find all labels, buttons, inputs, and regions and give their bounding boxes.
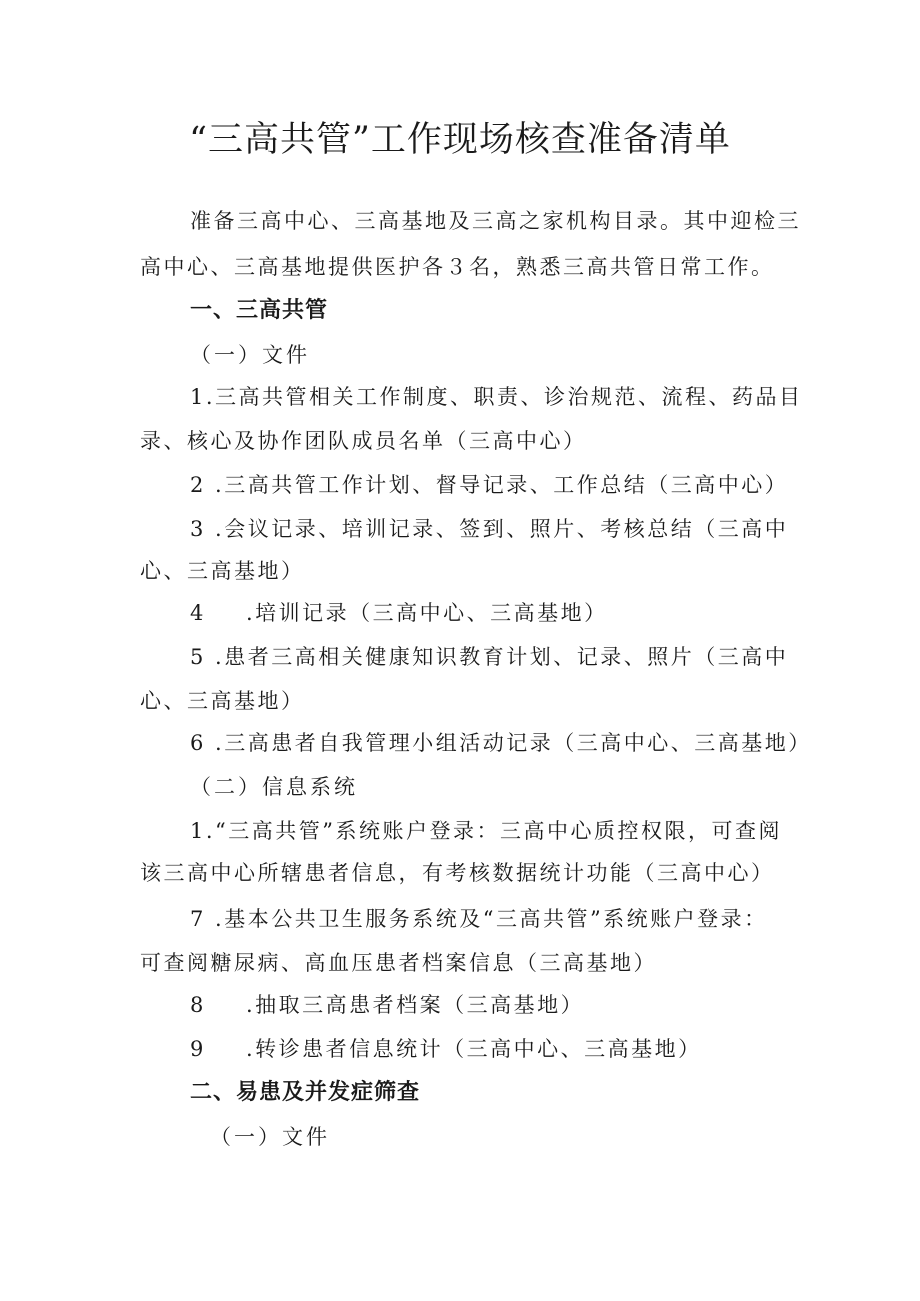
subsection-heading-files-2: （一）文件: [210, 1125, 330, 1149]
document-title: “三高共管”工作现场核查准备清单: [189, 120, 731, 160]
intro-line-1: 准备三高中心、三高基地及三高之家机构目录。其中迎检三: [190, 209, 801, 233]
info-item-7-line-1: 7 .基本公共卫生服务系统及“三高共管”系统账户登录：: [190, 907, 768, 931]
section-heading-1: 一、三高共管: [190, 298, 329, 323]
info-item-7-line-2: 可查阅糖尿病、高血压患者档案信息（三高基地）: [140, 951, 657, 975]
list-item-2: 2 .三高共管工作计划、督导记录、工作总结（三高中心）: [190, 473, 789, 497]
info-item-1-line-1: 1.“三高共管”系统账户登录：三高中心质控权限，可查阅: [190, 819, 783, 843]
info-item-8: [190, 990, 584, 1020]
intro-line-2: 高中心、三高基地提供医护各３名，熟悉三高共管日常工作。: [140, 255, 775, 279]
subsection-heading-info-system: （二）信息系统: [190, 775, 358, 799]
list-item-4-text: .培训记录（三高中心、三高基地）: [246, 601, 608, 625]
info-item-8-text: .抽取三高患者档案（三高基地）: [246, 993, 585, 1017]
list-item-3-line-2: 心、三高基地）: [140, 559, 305, 583]
list-item-4-number: 4: [190, 601, 206, 625]
info-item-8-number: 8: [190, 993, 206, 1017]
list-item-3-line-1: 3 .会议记录、培训记录、签到、照片、考核总结（三高中: [190, 517, 789, 541]
list-item-5-line-1: 5 .患者三高相关健康知识教育计划、记录、照片（三高中: [190, 645, 789, 669]
list-item-1-line-1: 1.三高共管相关工作制度、职责、诊治规范、流程、药品目: [190, 385, 803, 409]
list-item-4: [190, 598, 608, 628]
info-item-1-line-2: 该三高中心所辖患者信息，有考核数据统计功能（三高中心）: [140, 861, 775, 885]
subsection-heading-files: （一）文件: [190, 343, 310, 367]
list-item-1-line-2: 录、核心及协作团队成员名单（三高中心）: [140, 429, 587, 453]
section-heading-2: 二、易患及并发症筛查: [190, 1080, 421, 1105]
list-item-6: 6 .三高患者自我管理小组活动记录（三高中心、三高基地）: [190, 731, 812, 755]
info-item-9: [190, 1034, 702, 1064]
info-item-9-text: .转诊患者信息统计（三高中心、三高基地）: [246, 1037, 702, 1061]
list-item-5-line-2: 心、三高基地）: [140, 689, 305, 713]
info-item-9-number: 9: [190, 1037, 206, 1061]
